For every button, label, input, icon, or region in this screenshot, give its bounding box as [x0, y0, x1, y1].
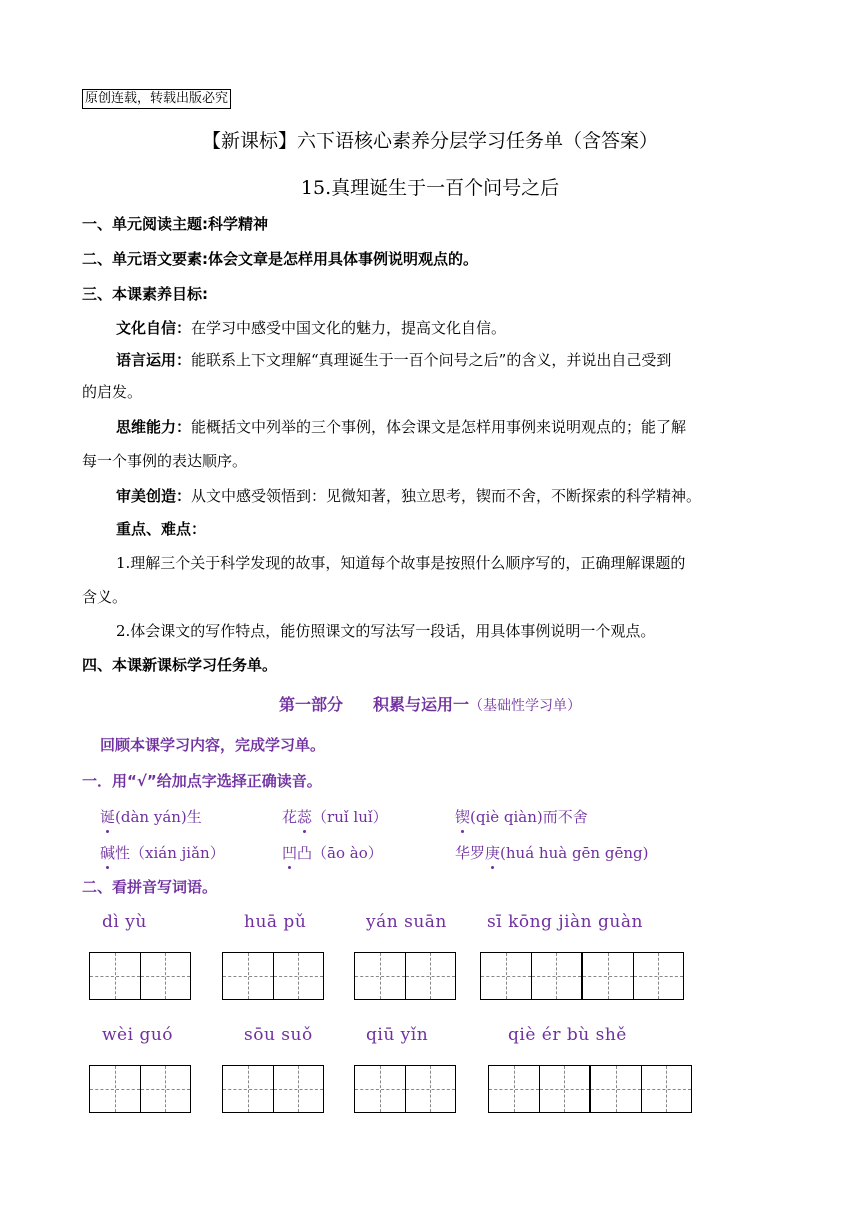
writing-grid[interactable] — [89, 1065, 191, 1113]
dotted-char: 碱 — [100, 844, 116, 862]
dotted-char: 庚 — [485, 844, 501, 862]
reading-item-6: 华罗庚(huá huà gēn gēng) — [455, 844, 649, 862]
reading-item-4: 碱性（xián jiǎn） — [100, 844, 225, 862]
pinyin-prompt: sī kōng jiàn guàn — [487, 912, 643, 932]
goal-thinking-label: 思维能力： — [116, 418, 192, 436]
key-point-1-cont: 含义。 — [82, 588, 128, 606]
dotted-char: 诞 — [100, 808, 116, 826]
pinyin-prompt: yán suān — [366, 912, 447, 932]
section-unit-element: 二、单元语文要素:体会文章是怎样用具体事例说明观点的。 — [82, 250, 479, 268]
part-one-title-a: 第一部分 — [278, 695, 343, 714]
goal-culture-label: 文化自信： — [116, 319, 192, 337]
writing-grid[interactable] — [89, 952, 191, 1000]
review-instruction: 回顾本课学习内容，完成学习单。 — [100, 736, 326, 754]
reading-item-2: 花蕊（ruǐ luǐ） — [282, 808, 388, 826]
goal-aesthetic-label: 审美创造： — [116, 487, 192, 505]
reading-item-1: 诞(dàn yán)生 — [100, 808, 202, 826]
goal-aesthetic — [116, 485, 701, 506]
goal-culture — [116, 317, 506, 338]
section-unit-theme: 一、单元阅读主题:科学精神 — [82, 215, 268, 233]
question-2-heading: 二、看拼音写词语。 — [82, 878, 218, 896]
goal-thinking-text: 能概括文中列举的三个事例，体会课文是怎样用事例来说明观点的；能了解 — [191, 418, 687, 436]
pinyin-prompt: huā pǔ — [244, 912, 307, 932]
pinyin-prompt: qiū yǐn — [366, 1025, 429, 1045]
writing-grid[interactable] — [488, 1065, 590, 1113]
section-task-sheet: 四、本课新课标学习任务单。 — [82, 656, 278, 674]
pinyin-prompt: dì yù — [102, 912, 147, 932]
lesson-title: 15.真理诞生于一百个问号之后 — [300, 177, 560, 199]
pinyin-prompt: sōu suǒ — [244, 1025, 313, 1045]
writing-grid[interactable] — [582, 952, 684, 1000]
pinyin-prompt: wèi guó — [102, 1025, 174, 1045]
part-one-subtitle: （基础性学习单） — [469, 698, 582, 714]
goal-aesthetic-text: 从文中感受领悟到：见微知著，独立思考，锲而不舍，不断探索的科学精神。 — [191, 487, 702, 505]
writing-grid[interactable] — [354, 952, 456, 1000]
key-point-1: 1.理解三个关于科学发现的故事，知道每个故事是按照什么顺序写的，正确理解课题的 — [116, 554, 686, 572]
goal-thinking-cont: 每一个事例的表达顺序。 — [82, 452, 248, 470]
goal-language — [116, 349, 671, 370]
writing-grid[interactable] — [480, 952, 582, 1000]
dotted-char: 蕊 — [297, 808, 313, 826]
key-point-2: 2.体会课文的写作特点，能仿照课文的写法写一段话，用具体事例说明一个观点。 — [116, 622, 656, 640]
goal-language-cont: 的启发。 — [82, 383, 143, 401]
dotted-char: 锲 — [455, 808, 471, 826]
writing-grid[interactable] — [222, 1065, 324, 1113]
goal-culture-text: 在学习中感受中国文化的魅力，提高文化自信。 — [191, 319, 507, 337]
key-points-label: 重点、难点： — [116, 520, 207, 538]
dotted-char: 凹 — [282, 844, 298, 862]
goal-language-label: 语言运用： — [116, 351, 192, 369]
copyright-stamp: 原创连载，转载出版必究 — [82, 89, 231, 109]
writing-grid[interactable] — [354, 1065, 456, 1113]
question-1-heading: 一．用“√”给加点字选择正确读音。 — [82, 772, 322, 790]
pinyin-prompt: qiè ér bù shě — [508, 1025, 627, 1045]
section-goals-heading: 三、本课素养目标: — [82, 285, 208, 303]
part-one-heading — [0, 692, 860, 715]
writing-grid[interactable] — [222, 952, 324, 1000]
document-title: 【新课标】六下语核心素养分层学习任务单（含答案） — [201, 130, 658, 152]
writing-grid[interactable] — [590, 1065, 692, 1113]
reading-item-3: 锲(qiè qiàn)而不舍 — [455, 808, 588, 826]
reading-item-5: 凹凸（āo ào） — [282, 844, 383, 862]
goal-language-text: 能联系上下文理解“真理诞生于一百个问号之后”的含义，并说出自己受到 — [191, 351, 672, 369]
goal-thinking — [116, 416, 686, 437]
part-one-title-b: 积累与运用一 — [373, 695, 470, 714]
